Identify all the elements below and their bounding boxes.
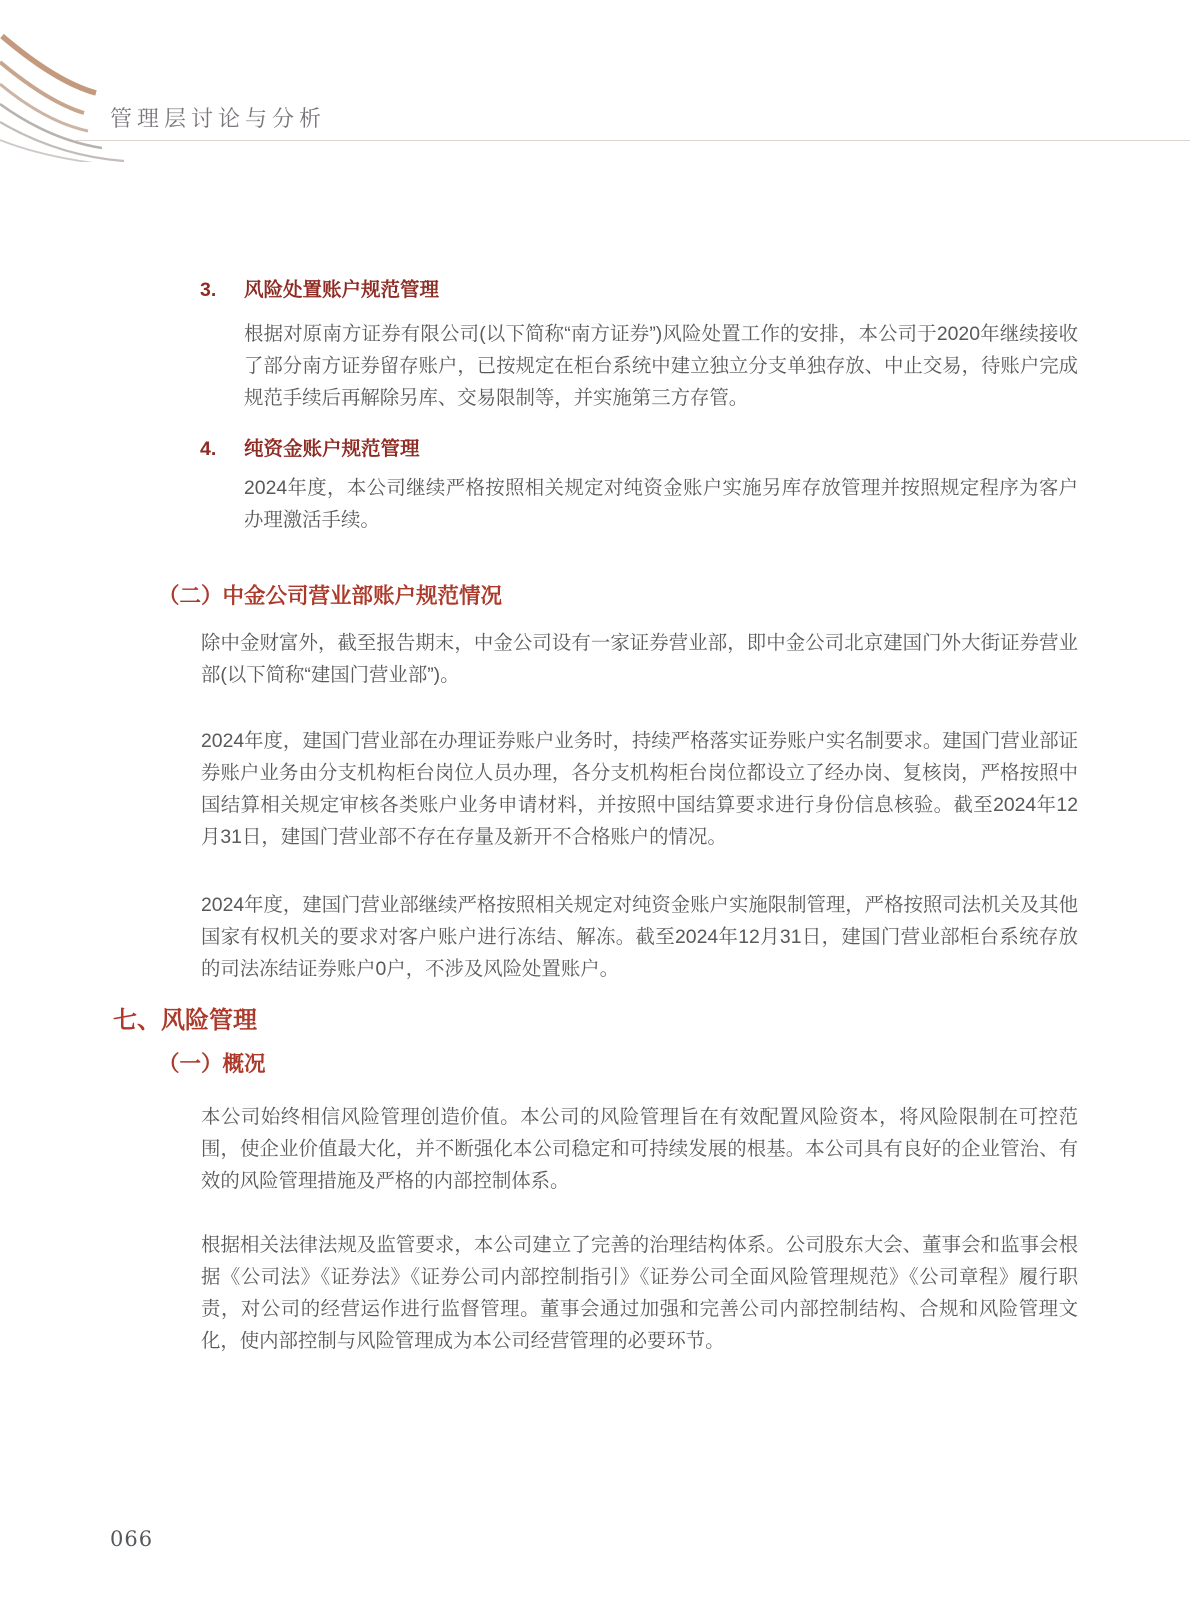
page-header-title: 管理层讨论与分析: [110, 107, 327, 132]
heading-title: 中金公司营业部账户规范情况: [222, 584, 503, 608]
heading-section-3: [200, 276, 439, 304]
paragraph: 2024年度，建国门营业部在办理证券账户业务时，持续严格落实证券账户实名制要求。建国门营业部证券账户业务由分支机构柜台岗位人员办理，各分支机构柜台岗位都设立了经办岗、复核岗，严格按照中国结算相关规定审核各类账户业务申请材料，并按照中国结算要求进行身份信息核验。截至2024年12月31日，建国门营业部不存在存量及新开不合格账户的情况。: [201, 730, 1078, 848]
paragraph: 根据对原南方证券有限公司(以下简称“南方证券”)风险处置工作的安排，本公司于2020年继续接收了部分南方证券留存账户，已按规定在柜台系统中建立独立分支单独存放、中止交易，待账户完成规范手续后再解除另库、交易限制等，并实施第三方存管。: [244, 323, 1078, 409]
heading-section-two: [158, 581, 502, 611]
heading-title: 风险处置账户规范管理: [244, 279, 440, 301]
header-divider-line: [74, 140, 1190, 141]
page-number: 066: [110, 1527, 154, 1551]
heading-title: 风险管理: [161, 1007, 257, 1034]
decorative-arcs-logo: [0, 22, 260, 162]
paragraph: 除中金财富外，截至报告期末，中金公司设有一家证券营业部，即中金公司北京建国门外大街证券营业部(以下简称“建国门营业部”)。: [201, 632, 1078, 686]
paragraph: 根据相关法律法规及监管要求，本公司建立了完善的治理结构体系。公司股东大会、董事会和监事会根据《公司法》《证券法》《证券公司内部控制指引》《证券公司全面风险管理规范》《公司章程》履行职责，对公司的经营运作进行监督管理。董事会通过加强和完善公司内部控制结构、合规和风险管理文化，使内部控制与风险管理成为本公司经营管理的必要环节。: [201, 1234, 1078, 1352]
heading-number: 3.: [200, 279, 217, 301]
paragraph: 本公司始终相信风险管理创造价值。本公司的风险管理旨在有效配置风险资本，将风险限制在可控范围，使企业价值最大化，并不断强化本公司稳定和可持续发展的根基。本公司具有良好的企业管治、有效的风险管理措施及严格的内部控制体系。: [201, 1106, 1078, 1192]
heading-label: 七、: [113, 1007, 161, 1034]
heading-label: （二）: [158, 584, 223, 608]
heading-number: 4.: [200, 438, 217, 460]
heading-subsection-one: [158, 1049, 266, 1079]
heading-title: 纯资金账户规范管理: [244, 438, 420, 460]
heading-section-4: [200, 435, 420, 463]
paragraph: 2024年度，本公司继续严格按照相关规定对纯资金账户实施另库存放管理并按照规定程序为客户办理激活手续。: [244, 477, 1078, 531]
paragraph: 2024年度，建国门营业部继续严格按照相关规定对纯资金账户实施限制管理，严格按照司法机关及其他国家有权机关的要求对客户账户进行冻结、解冻。截至2024年12月31日，建国门营业部柜台系统存放的司法冻结证券账户0户，不涉及风险处置账户。: [201, 894, 1078, 980]
heading-chapter-seven: [113, 1004, 257, 1038]
heading-title: 概况: [222, 1052, 266, 1076]
heading-label: （一）: [158, 1052, 223, 1076]
